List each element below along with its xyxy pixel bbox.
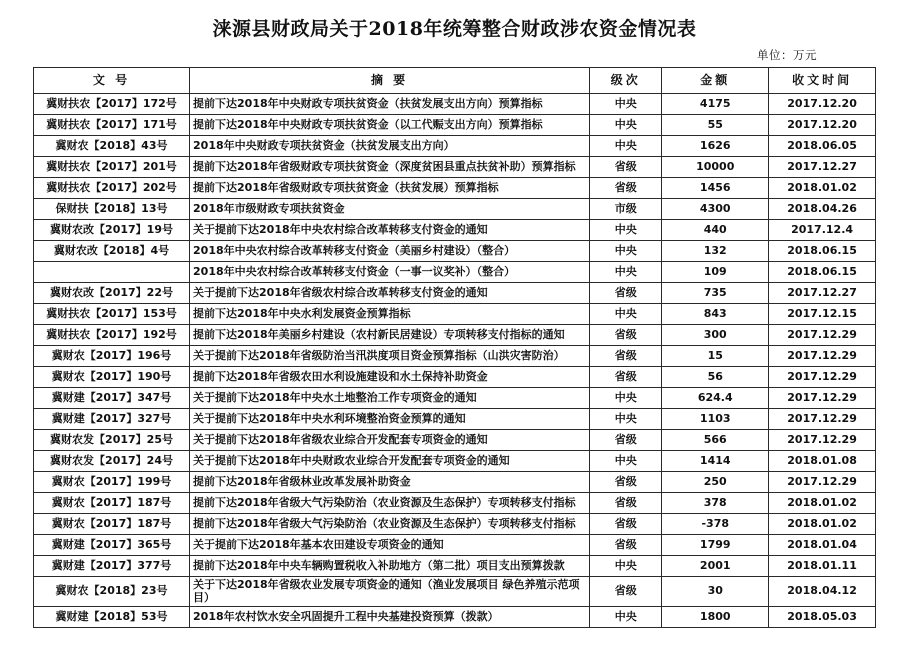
cell-date: 2018.01.02 (769, 514, 876, 535)
cell-amount: 4175 (662, 94, 769, 115)
cell-date: 2018.05.03 (769, 607, 876, 628)
cell-date: 2017.12.29 (769, 388, 876, 409)
cell-doc-no: 冀财农发【2017】25号 (34, 430, 190, 451)
cell-doc-no: 冀财农【2017】190号 (34, 367, 190, 388)
cell-amount: 250 (662, 472, 769, 493)
table-row (34, 346, 876, 367)
cell-level: 省级 (590, 535, 662, 556)
cell-amount: 30 (662, 577, 769, 607)
table-row (34, 304, 876, 325)
cell-date: 2018.04.26 (769, 199, 876, 220)
table-row (34, 283, 876, 304)
cell-level: 中央 (590, 136, 662, 157)
cell-amount: 15 (662, 346, 769, 367)
cell-summary: 关于提前下达2018年中央水土地整治工作专项资金的通知 (190, 388, 590, 409)
cell-amount: 109 (662, 262, 769, 283)
cell-date: 2017.12.29 (769, 409, 876, 430)
cell-summary: 关于提前下达2018年中央财政农业综合开发配套专项资金的通知 (190, 451, 590, 472)
cell-level: 中央 (590, 220, 662, 241)
cell-amount: 843 (662, 304, 769, 325)
table-row (34, 115, 876, 136)
column-header-doc-no: 文 号 (34, 68, 190, 94)
cell-date: 2018.04.12 (769, 577, 876, 607)
cell-level: 中央 (590, 409, 662, 430)
cell-amount: 624.4 (662, 388, 769, 409)
cell-summary: 关于提前下达2018年中央农村综合改革转移支付资金的通知 (190, 220, 590, 241)
cell-level: 中央 (590, 241, 662, 262)
cell-doc-no: 冀财农改【2018】4号 (34, 241, 190, 262)
cell-summary: 提前下达2018年省级财政专项扶贫资金（深度贫困县重点扶贫补助）预算指标 (190, 157, 590, 178)
cell-date: 2017.12.27 (769, 283, 876, 304)
cell-summary: 关于提前下达2018年省级农业综合开发配套专项资金的通知 (190, 430, 590, 451)
cell-doc-no: 冀财农【2017】187号 (34, 514, 190, 535)
cell-summary: 2018年中央财政专项扶贫资金（扶贫发展支出方向） (190, 136, 590, 157)
table-row (34, 94, 876, 115)
cell-date: 2017.12.27 (769, 157, 876, 178)
cell-level: 市级 (590, 199, 662, 220)
cell-summary: 关于提前下达2018年基本农田建设专项资金的通知 (190, 535, 590, 556)
table-row (34, 472, 876, 493)
table-header (34, 68, 876, 94)
cell-level: 中央 (590, 607, 662, 628)
cell-summary: 关于下达2018年省级农业发展专项资金的通知（渔业发展项目 绿色养殖示范项目） (190, 577, 590, 607)
cell-doc-no: 冀财农发【2017】24号 (34, 451, 190, 472)
cell-amount: 735 (662, 283, 769, 304)
table-row (34, 607, 876, 628)
cell-amount: 56 (662, 367, 769, 388)
cell-date: 2017.12.29 (769, 325, 876, 346)
table-row (34, 178, 876, 199)
cell-amount: 1626 (662, 136, 769, 157)
cell-doc-no: 冀财农【2018】43号 (34, 136, 190, 157)
cell-amount: 566 (662, 430, 769, 451)
table-row (34, 556, 876, 577)
cell-amount: 1103 (662, 409, 769, 430)
cell-doc-no: 冀财建【2018】53号 (34, 607, 190, 628)
cell-summary: 2018年农村饮水安全巩固提升工程中央基建投资预算（拨款） (190, 607, 590, 628)
cell-summary: 关于提前下达2018年省级农村综合改革转移支付资金的通知 (190, 283, 590, 304)
cell-summary: 提前下达2018年中央车辆购置税收入补助地方（第二批）项目支出预算拨款 (190, 556, 590, 577)
cell-level: 省级 (590, 577, 662, 607)
table-row (34, 493, 876, 514)
cell-doc-no (34, 262, 190, 283)
cell-date: 2018.06.15 (769, 241, 876, 262)
cell-summary: 提前下达2018年中央财政专项扶贫资金（以工代赈支出方向）预算指标 (190, 115, 590, 136)
cell-date: 2018.01.02 (769, 178, 876, 199)
cell-doc-no: 冀财农【2017】199号 (34, 472, 190, 493)
cell-doc-no: 冀财扶农【2017】171号 (34, 115, 190, 136)
cell-amount: 378 (662, 493, 769, 514)
cell-date: 2017.12.29 (769, 430, 876, 451)
cell-amount: 132 (662, 241, 769, 262)
cell-level: 中央 (590, 556, 662, 577)
column-header-amount: 金额 (662, 68, 769, 94)
cell-summary: 提前下达2018年省级财政专项扶贫资金（扶贫发展）预算指标 (190, 178, 590, 199)
cell-level: 省级 (590, 325, 662, 346)
cell-amount: 440 (662, 220, 769, 241)
cell-summary: 提前下达2018年中央财政专项扶贫资金（扶贫发展支出方向）预算指标 (190, 94, 590, 115)
cell-summary: 提前下达2018年美丽乡村建设（农村新民居建设）专项转移支付指标的通知 (190, 325, 590, 346)
cell-date: 2017.12.4 (769, 220, 876, 241)
table-row (34, 388, 876, 409)
cell-summary: 关于提前下达2018年省级防治当汛洪度项目资金预算指标（山洪灾害防治） (190, 346, 590, 367)
cell-date: 2018.01.04 (769, 535, 876, 556)
cell-date: 2017.12.29 (769, 367, 876, 388)
cell-amount: -378 (662, 514, 769, 535)
cell-doc-no: 冀财建【2017】377号 (34, 556, 190, 577)
document-page (0, 14, 909, 659)
cell-doc-no: 冀财扶农【2017】201号 (34, 157, 190, 178)
cell-doc-no: 冀财扶农【2017】153号 (34, 304, 190, 325)
table-row (34, 241, 876, 262)
table-row (34, 451, 876, 472)
cell-level: 省级 (590, 493, 662, 514)
table-row (34, 199, 876, 220)
cell-doc-no: 冀财农改【2017】19号 (34, 220, 190, 241)
cell-date: 2017.12.29 (769, 472, 876, 493)
cell-amount: 300 (662, 325, 769, 346)
table-row (34, 157, 876, 178)
cell-amount: 10000 (662, 157, 769, 178)
header-row (34, 68, 876, 94)
cell-date: 2018.06.05 (769, 136, 876, 157)
cell-level: 省级 (590, 283, 662, 304)
cell-amount: 2001 (662, 556, 769, 577)
table-row (34, 514, 876, 535)
cell-level: 中央 (590, 115, 662, 136)
cell-summary: 2018年中央农村综合改革转移支付资金（美丽乡村建设）（整合） (190, 241, 590, 262)
cell-doc-no: 冀财农【2018】23号 (34, 577, 190, 607)
cell-date: 2018.01.08 (769, 451, 876, 472)
table-row (34, 430, 876, 451)
cell-level: 省级 (590, 472, 662, 493)
funds-table (33, 67, 876, 628)
cell-doc-no: 冀财建【2017】347号 (34, 388, 190, 409)
cell-date: 2018.06.15 (769, 262, 876, 283)
cell-summary: 提前下达2018年中央水利发展资金预算指标 (190, 304, 590, 325)
cell-level: 省级 (590, 178, 662, 199)
cell-summary: 2018年市级财政专项扶贫资金 (190, 199, 590, 220)
column-header-date: 收文时间 (769, 68, 876, 94)
cell-level: 省级 (590, 430, 662, 451)
table-row (34, 325, 876, 346)
cell-doc-no: 冀财农【2017】187号 (34, 493, 190, 514)
cell-date: 2017.12.20 (769, 94, 876, 115)
unit-note: 单位：万元 (757, 48, 817, 62)
cell-summary: 关于提前下达2018年中央水利环境整治资金预算的通知 (190, 409, 590, 430)
table-row (34, 220, 876, 241)
cell-date: 2018.01.11 (769, 556, 876, 577)
cell-doc-no: 冀财建【2017】365号 (34, 535, 190, 556)
cell-doc-no: 冀财农【2017】196号 (34, 346, 190, 367)
cell-summary: 提前下达2018年省级林业改革发展补助资金 (190, 472, 590, 493)
table-body (34, 94, 876, 628)
cell-summary: 提前下达2018年省级农田水利设施建设和水土保持补助资金 (190, 367, 590, 388)
cell-doc-no: 冀财扶农【2017】192号 (34, 325, 190, 346)
cell-doc-no: 冀财农改【2017】22号 (34, 283, 190, 304)
cell-date: 2018.01.02 (769, 493, 876, 514)
cell-level: 中央 (590, 304, 662, 325)
cell-doc-no: 冀财建【2017】327号 (34, 409, 190, 430)
column-header-summary: 摘 要 (190, 68, 590, 94)
cell-doc-no: 冀财扶农【2017】202号 (34, 178, 190, 199)
cell-level: 省级 (590, 346, 662, 367)
cell-summary: 提前下达2018年省级大气污染防治（农业资源及生态保护）专项转移支付指标 (190, 514, 590, 535)
cell-doc-no: 冀财扶农【2017】172号 (34, 94, 190, 115)
cell-level: 省级 (590, 157, 662, 178)
cell-summary: 2018年中央农村综合改革转移支付资金（一事一议奖补）（整合） (190, 262, 590, 283)
table-row (34, 136, 876, 157)
cell-level: 省级 (590, 514, 662, 535)
column-header-level: 级次 (590, 68, 662, 94)
cell-date: 2017.12.15 (769, 304, 876, 325)
table-row (34, 535, 876, 556)
cell-amount: 1456 (662, 178, 769, 199)
cell-level: 中央 (590, 451, 662, 472)
cell-amount: 55 (662, 115, 769, 136)
cell-summary: 提前下达2018年省级大气污染防治（农业资源及生态保护）专项转移支付指标 (190, 493, 590, 514)
table-row (34, 577, 876, 607)
cell-level: 中央 (590, 262, 662, 283)
cell-level: 中央 (590, 94, 662, 115)
page-title: 涞源县财政局关于2018年统筹整合财政涉农资金情况表 (212, 18, 697, 40)
cell-date: 2017.12.20 (769, 115, 876, 136)
cell-date: 2017.12.29 (769, 346, 876, 367)
cell-amount: 1414 (662, 451, 769, 472)
table-row (34, 367, 876, 388)
table-row (34, 409, 876, 430)
cell-amount: 1799 (662, 535, 769, 556)
cell-level: 中央 (590, 388, 662, 409)
cell-level: 省级 (590, 367, 662, 388)
cell-doc-no: 保财扶【2018】13号 (34, 199, 190, 220)
table-row (34, 262, 876, 283)
cell-amount: 4300 (662, 199, 769, 220)
cell-amount: 1800 (662, 607, 769, 628)
